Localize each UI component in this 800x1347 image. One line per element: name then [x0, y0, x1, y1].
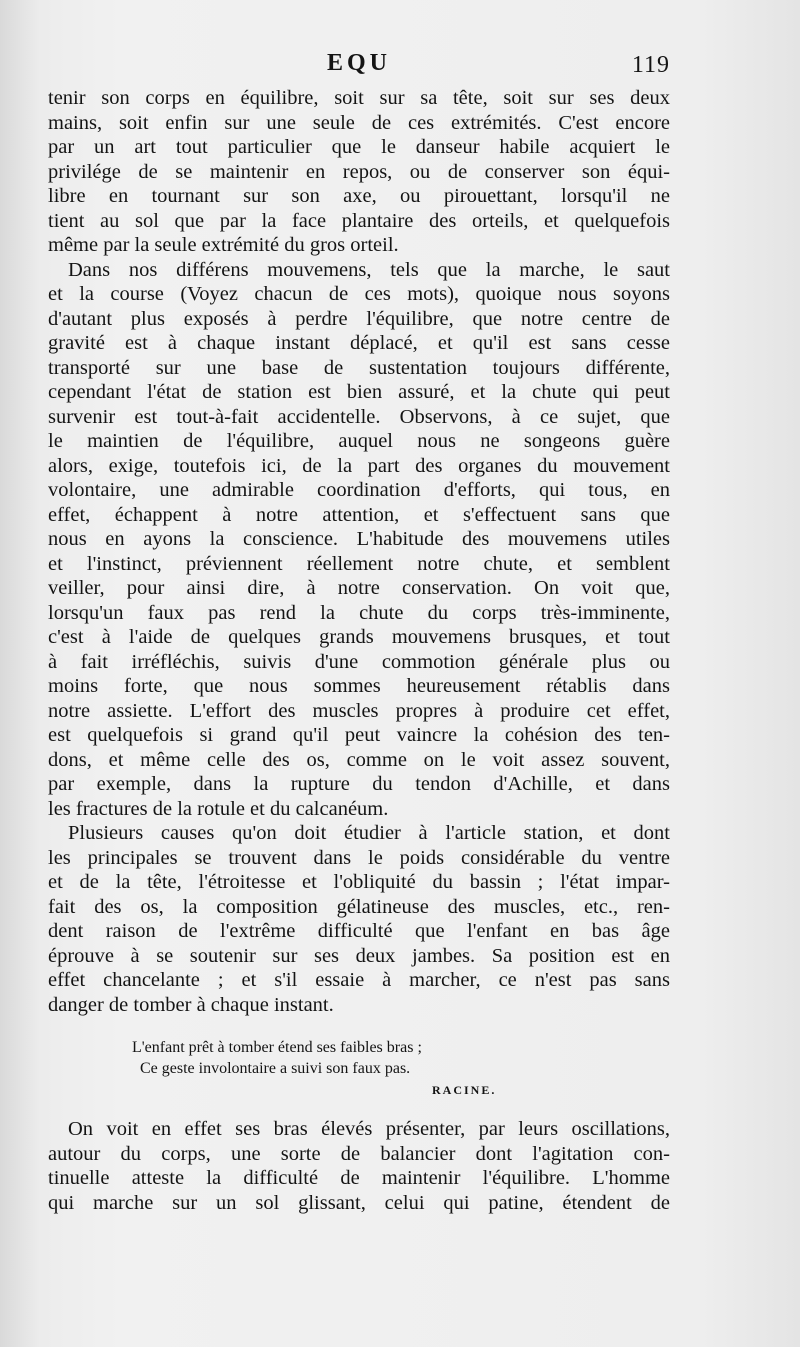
text-line: à fait irréfléchis, suivis d'une commotion générale plus ou [48, 650, 670, 673]
text-line: fait des os, la composition gélatineuse des muscles, etc., ren- [48, 895, 670, 918]
text-line: transporté sur une base de sustentation toujours différente, [48, 356, 670, 379]
text-line: Plusieurs causes qu'on doit étudier à l'article station, et dont [68, 822, 670, 844]
text-line: dent raison de l'extrême difficulté que l'enfant en bas âge [48, 920, 670, 942]
text-line: moins forte, que nous sommes heureusement rétablis dans [48, 675, 670, 697]
text-line: danger de tomber à chaque instant. [48, 993, 334, 1016]
paragraph-1 [48, 86, 670, 258]
text-line: effet, échappent à notre attention, et s'effectuent sans que [48, 503, 670, 526]
text-line: éprouve à se soutenir sur ses deux jambes. Sa position est en [48, 944, 670, 967]
paragraph-3 [48, 821, 670, 1017]
text-line: privilége de se maintenir en repos, ou de conserver son équi- [48, 160, 670, 183]
text-line: survenir est tout-à-fait accidentelle. Observons, à ce sujet, que [48, 405, 670, 428]
paragraph-2 [48, 258, 670, 822]
verse-line: L'enfant prêt à tomber étend ses faibles bras ; [132, 1039, 422, 1056]
verse-attribution: RACINE. [432, 1083, 497, 1097]
text-line: même par la seule extrémité du gros orteil. [48, 234, 399, 256]
text-line: gravité est à chaque instant déplacé, et qu'il est sans cesse [48, 332, 670, 354]
text-line: mains, soit enfin sur une seule de ces extrémités. C'est encore [48, 111, 670, 134]
text-line: tenir son corps en équilibre, soit sur sa tête, soit sur ses deux [48, 87, 670, 109]
verse-line: Ce geste involontaire a suivi son faux pas. [140, 1060, 411, 1077]
text-line: effet chancelante ; et s'il essaie à marcher, ce n'est pas sans [48, 969, 670, 991]
text-line: qui marche sur un sol glissant, celui qui patine, étendent de [48, 1191, 670, 1214]
text-line: tient au sol que par la face plantaire des orteils, et quelquefois [48, 209, 670, 232]
text-line: veiller, pour ainsi dire, à notre conservation. On voit que, [48, 577, 670, 599]
text-line: c'est à l'aide de quelques grands mouvemens brusques, et tout [48, 626, 670, 648]
text-line: libre en tournant sur son axe, ou pirouettant, lorsqu'il ne [48, 185, 670, 207]
main-text [48, 86, 670, 1017]
text-line: les principales se trouvent dans le poids considérable du ventre [48, 846, 670, 869]
page-number: 119 [631, 52, 670, 78]
text-line: est quelquefois si grand qu'il peut vaincre la cohésion des ten- [48, 724, 670, 746]
verse-quotation [48, 1037, 670, 1101]
text-line: par exemple, dans la rupture du tendon d'Achille, et dans [48, 773, 670, 795]
text-line: On voit en effet ses bras élevés présenter, par leurs oscillations, [68, 1118, 670, 1140]
text-line: nous en ayons la conscience. L'habitude des mouvemens utiles [48, 528, 670, 550]
text-line: alors, exige, toutefois ici, de la part des organes du mouvement [48, 454, 670, 477]
text-line: Dans nos différens mouvemens, tels que la marche, le saut [68, 258, 670, 281]
text-line: par un art tout particulier que le danseur habile acquiert le [48, 136, 670, 158]
running-head: EQU [326, 50, 391, 76]
text-line: et de la tête, l'étroitesse et l'obliquité du bassin ; l'état impar- [48, 871, 670, 893]
closing-paragraph [48, 1117, 670, 1215]
page-header [48, 50, 670, 84]
text-line: volontaire, une admirable coordination d'efforts, qui tous, en [48, 479, 670, 501]
text-line: dons, et même celle des os, comme on le voit assez souvent, [48, 748, 670, 771]
text-line: le maintien de l'équilibre, auquel nous ne songeons guère [48, 430, 670, 452]
text-line: autour du corps, une sorte de balancier dont l'agitation con- [48, 1142, 670, 1165]
text-line: et l'instinct, préviennent réellement notre chute, et semblent [48, 552, 670, 575]
text-line: notre assiette. L'effort des muscles propres à produire cet effet, [48, 699, 670, 722]
text-line: lorsqu'un faux pas rend la chute du corps très-imminente, [48, 601, 670, 624]
text-line: et la course (Voyez chacun de ces mots), quoique nous soyons [48, 283, 670, 305]
text-line: tinuelle atteste la difficulté de maintenir l'équilibre. L'homme [48, 1167, 670, 1189]
text-line: d'autant plus exposés à perdre l'équilibre, que notre centre de [48, 307, 670, 330]
text-line: cependant l'état de station est bien assuré, et la chute qui peut [48, 381, 670, 403]
text-line: les fractures de la rotule et du calcanéum. [48, 797, 389, 820]
